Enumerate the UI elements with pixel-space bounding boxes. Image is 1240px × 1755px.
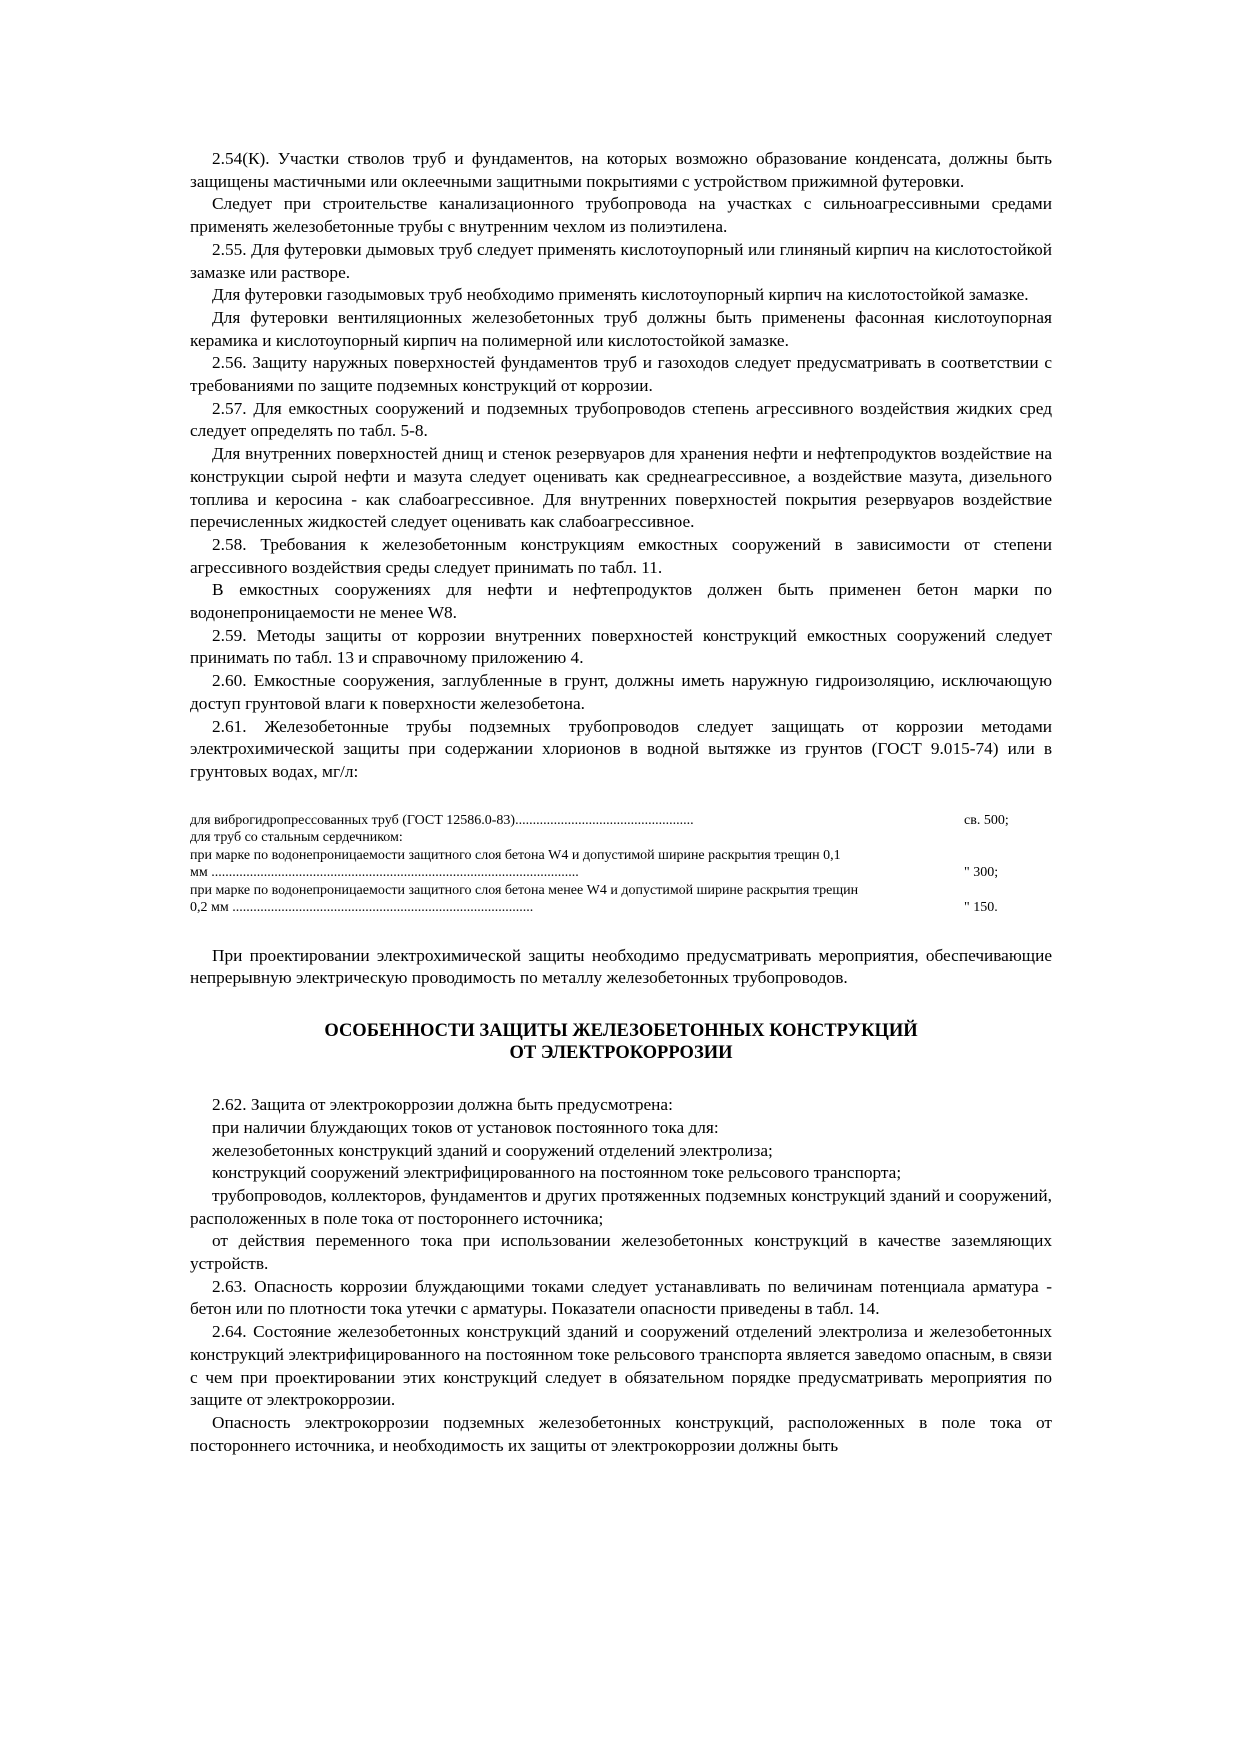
paragraph-electrochemical-protection: При проектировании электрохимической защиты необходимо предусматривать мероприятия, обеспечивающие непрерывную электрическую проводимость по металлу железобетонных трубопроводов. bbox=[190, 945, 1052, 988]
paragraph-rail-transport: конструкций сооружений электрифицированного на постоянном токе рельсового транспорта; bbox=[212, 1163, 902, 1183]
paragraph-2-63: 2.63. Опасность коррозии блуждающими токами следует устанавливать по величинам потенциала арматура - бетон или по плотности тока утечки с арматуры. Показатели опасности приведены в табл. 14. bbox=[190, 1276, 1052, 1319]
paragraphs-bottom bbox=[190, 1094, 1052, 1457]
paragraph-2-61: 2.61. Железобетонные трубы подземных трубопроводов следует защищать от коррозии методами электрохимической защиты при содержании хлорионов в водной вытяжке из грунтов (ГОСТ 9.015-74) или в грунтовых водах, мг/л: bbox=[190, 716, 1052, 781]
spec-line-text: для труб со стальным сердечником: bbox=[190, 830, 403, 846]
paragraph-alternating-current: от действия переменного тока при использовании железобетонных конструкций в качестве заземляющих устройств. bbox=[190, 1231, 1052, 1274]
paragraphs-top bbox=[190, 148, 1052, 784]
spec-line bbox=[190, 864, 1052, 882]
paragraph-2-57: 2.57. Для емкостных сооружений и подземных трубопроводов степень агрессивного воздействия жидких сред следует определять по табл. 5-8. bbox=[190, 398, 1052, 441]
spec-line bbox=[190, 812, 1052, 830]
paragraph-2-56: 2.56. Защиту наружных поверхностей фундаментов труб и газоходов следует предусматривать в соответствии с требованиями по защите подземных конструкций от коррозии. bbox=[190, 353, 1052, 396]
paragraph-2-59: 2.59. Методы защиты от коррозии внутренних поверхностей конструкций емкостных сооружений следует принимать по табл. 13 и справочному приложению 4. bbox=[190, 625, 1052, 668]
paragraph-2-55: 2.55. Для футеровки дымовых труб следует применять кислотоупорный или глиняный кирпич на кислотостойкой замазке или растворе. bbox=[190, 239, 1052, 282]
paragraph-2-62: 2.62. Защита от электрокоррозии должна быть предусмотрена: bbox=[212, 1095, 673, 1115]
section-title-line-1: ОСОБЕННОСТИ ЗАЩИТЫ ЖЕЛЕЗОБЕТОННЫХ КОНСТРУКЦИЙ bbox=[324, 1021, 918, 1042]
spec-line bbox=[190, 882, 1052, 900]
paragraph-2-60: 2.60. Емкостные сооружения, заглубленные в грунт, должны иметь наружную гидроизоляцию, исключающую доступ грунтовой влаги к поверхности железобетона. bbox=[190, 671, 1052, 713]
paragraph-ventilation-lining: Для футеровки вентиляционных железобетонных труб должны быть применены фасонная кислотоупорная керамика и кислотоупорный кирпич на полимерной или кислотостойкой замазке. bbox=[190, 307, 1052, 350]
spec-line-text: мм ......................................................................................................... bbox=[190, 865, 579, 881]
paragraph-sewer-pipeline: Следует при строительстве канализационного трубопровода на участках с сильноагрессивными средами применять железобетонные трубы с внутренним чехлом из полиэтилена. bbox=[190, 194, 1052, 237]
paragraph-2-54: 2.54(К). Участки стволов труб и фундаментов, на которых возможно образование конденсата, должны быть защищены мастичными или оклеечными защитными покрытиями с устройством прижимной футеровки. bbox=[190, 149, 1052, 191]
section-title-line-2: ОТ ЭЛЕКТРОКОРРОЗИИ bbox=[509, 1043, 733, 1064]
paragraph-2-58: 2.58. Требования к железобетонным конструкциям емкостных сооружений в зависимости от степени агрессивного воздействия среды следует принимать по табл. 11. bbox=[190, 534, 1052, 577]
spec-line-value: " 150. bbox=[964, 900, 998, 916]
spec-line-value: св. 500; bbox=[964, 812, 1009, 828]
spec-line-text: при марке по водонепроницаемости защитного слоя бетона менее W4 и допустимой ширине раскрытия трещин bbox=[190, 882, 859, 898]
document-page bbox=[190, 148, 1052, 1457]
paragraph-gas-flue-lining: Для футеровки газодымовых труб необходимо применять кислотоупорный кирпич на кислотостойкой замазке. bbox=[212, 285, 1029, 305]
spec-line-text: для виброгидропрессованных труб (ГОСТ 12586.0-83)................................................... bbox=[190, 812, 694, 828]
spec-line bbox=[190, 847, 1052, 865]
spec-line-value: " 300; bbox=[964, 865, 999, 881]
paragraph-2-64: 2.64. Состояние железобетонных конструкций зданий и сооружений отделений электролиза и железобетонных конструкций электрифицированного на постоянном токе рельсового транспорта является заведомо опасным, в связи с чем при проектировании этих конструкций следует в обязательном порядке предусматривать мероприятия по защите от электрокоррозии. bbox=[190, 1322, 1052, 1410]
spec-line bbox=[190, 829, 1052, 847]
paragraph-electrolysis-structures: железобетонных конструкций зданий и сооружений отделений электролиза; bbox=[212, 1140, 773, 1160]
paragraph-tank-surfaces: Для внутренних поверхностей днищ и стенок резервуаров для хранения нефти и нефтепродуктов воздействие на конструкции сырой нефти и мазута следует оценивать как среднеагрессивное, а воздействие мазута, дизельного топлива и керосина - как слабоагрессивное. Для внутренних поверхностей покрытия резервуаров воздействие перечисленных жидкостей следует оценивать как слабоагрессивное. bbox=[190, 444, 1052, 532]
chloride-spec-list bbox=[190, 812, 1052, 917]
paragraph-concrete-w8: В емкостных сооружениях для нефти и нефтепродуктов должен быть применен бетон марки по водонепроницаемости не менее W8. bbox=[190, 580, 1052, 623]
paragraph-electrocorrosion-danger: Опасность электрокоррозии подземных железобетонных конструкций, расположенных в поле тока от постороннего источника, и необходимость их защиты от электрокоррозии должны быть bbox=[190, 1412, 1052, 1455]
spec-line-text: при марке по водонепроницаемости защитного слоя бетона W4 и допустимой ширине раскрытия трещин 0,1 bbox=[190, 847, 841, 863]
paragraph-underground-structures: трубопроводов, коллекторов, фундаментов и других протяженных подземных конструкций зданий и сооружений, расположенных в поле тока от постороннего источника; bbox=[190, 1185, 1052, 1228]
spec-line bbox=[190, 899, 1052, 917]
spec-line-text: 0,2 мм ...................................................................................... bbox=[190, 900, 534, 916]
section-title bbox=[190, 1020, 1052, 1064]
paragraph-stray-currents: при наличии блуждающих токов от установок постоянного тока для: bbox=[212, 1117, 719, 1137]
